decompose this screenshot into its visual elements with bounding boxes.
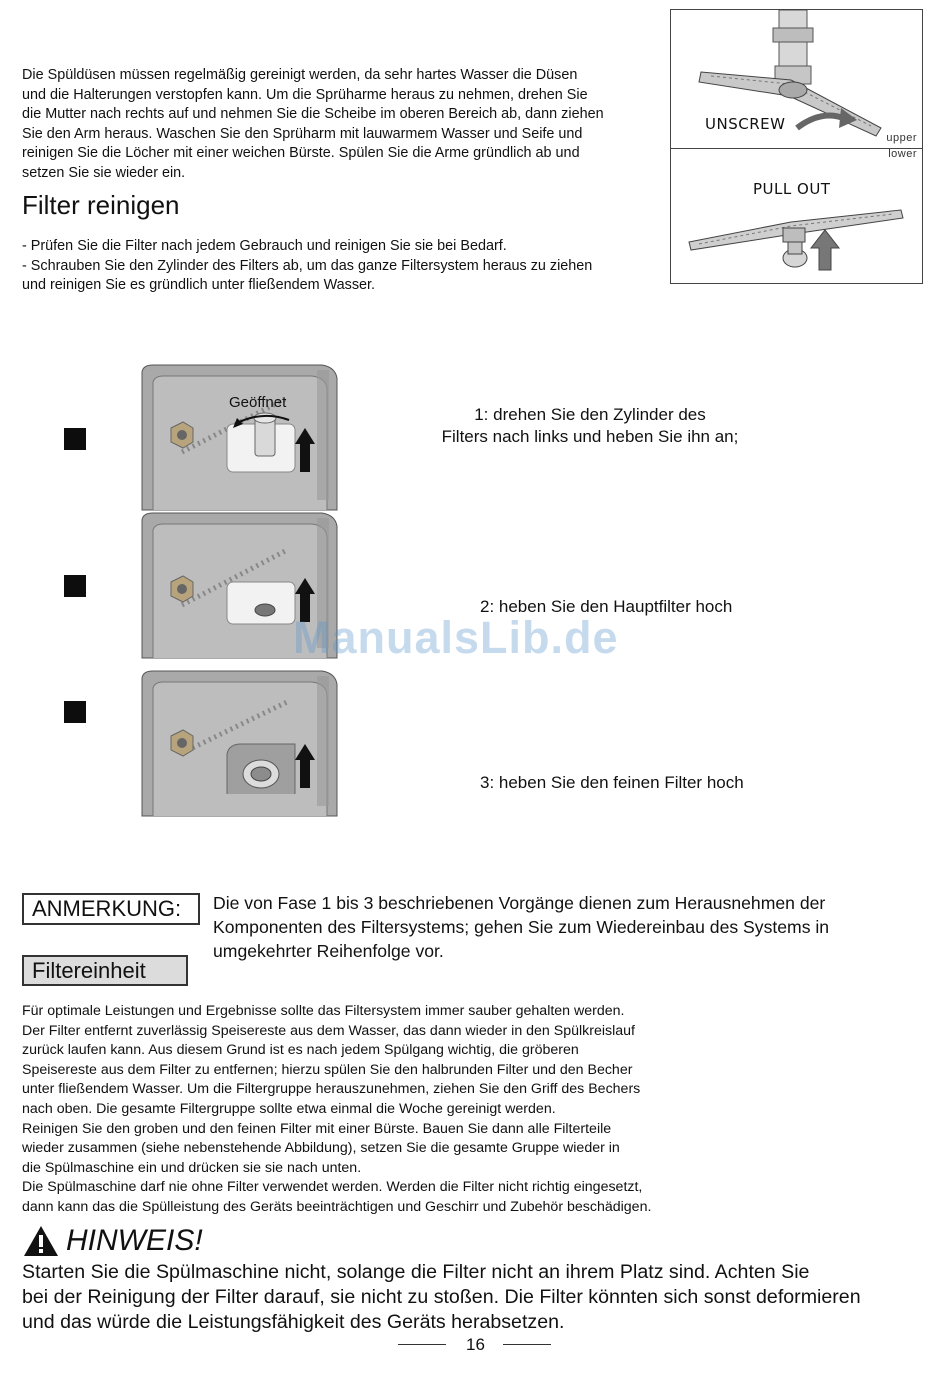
step-1-line: Filters nach links und heben Sie ihn an; — [441, 427, 739, 446]
step-1-line: 1: drehen Sie den Zylinder des — [474, 405, 706, 424]
step-1-marker — [64, 428, 86, 450]
step-3-text: 3: heben Sie den feinen Filter hoch — [480, 773, 744, 792]
page-number-rule-right — [503, 1344, 551, 1345]
upper-label: upper — [886, 132, 917, 144]
pull-out-label: PULL OUT — [753, 180, 831, 198]
step-3-marker — [64, 701, 86, 723]
hinweis-text — [22, 1260, 862, 1335]
body-line: Speisereste aus dem Filter zu entfernen; hierzu spülen Sie den halbrunden Filter und den Becher — [22, 1061, 633, 1078]
anmerkung-line: Komponenten des Filtersystems; gehen Sie zum Wiedereinbau des Systems in — [213, 917, 830, 937]
intro-line: Die Spüldüsen müssen regelmäßig gereinigt werden, da sehr hartes Wasser die Düsen — [22, 67, 578, 83]
filter-instruction-line: und reinigen Sie es gründlich unter fließendem Wasser. — [22, 277, 376, 294]
warning-icon — [22, 1224, 60, 1258]
page-number: 16 — [466, 1335, 485, 1354]
intro-line: reinigen Sie die Löcher mit einer weichen Bürste. Spülen Sie die Arme gründlich ab und — [22, 145, 580, 162]
filtereinheit-label: Filtereinheit — [22, 955, 188, 986]
geoffnet-label: Geöffnet — [229, 394, 287, 411]
body-line: nach oben. Die gesamte Filtergruppe sollte etwa einmal die Woche gereinigt werden. — [22, 1100, 556, 1117]
intro-paragraph — [22, 66, 662, 184]
intro-line: Sie den Arm heraus. Waschen Sie den Sprüharm mit lauwarmem Wasser und Seife und — [22, 125, 583, 142]
body-line: Der Filter entfernt zuverlässig Speisereste aus dem Wasser, das dann wieder in den Spülkreislauf — [22, 1022, 635, 1039]
body-line: Reinigen Sie den groben und den feinen Filter mit einer Bürste. Bauen Sie dann alle Filterteile — [22, 1120, 612, 1137]
filter-heading: Filter reinigen — [22, 190, 180, 220]
step-2-marker — [64, 575, 86, 597]
watermark: ManualsLib.de — [293, 612, 619, 663]
body-line: dann kann das die Spülleistung des Geräts beeinträchtigen und Geschirr und Zubehör beschädigen. — [22, 1198, 652, 1215]
hinweis-line: und das würde die Leistungsfähigkeit des Geräts herabsetzen. — [22, 1311, 565, 1333]
intro-line: und die Halterungen verstopfen kann. Um die Sprüharme heraus zu nehmen, drehen Sie — [22, 86, 588, 103]
anmerkung-label: ANMERKUNG: — [22, 893, 200, 925]
body-line: die Spülmaschine ein und drücken sie sie nach unten. — [22, 1159, 362, 1176]
intro-line: die Mutter nach rechts auf und nehmen Sie die Scheibe im oberen Bereich ab, dann ziehen — [22, 106, 604, 123]
filter-step-3-image — [137, 668, 342, 818]
filtereinheit-text — [22, 1002, 702, 1218]
body-line: unter fließendem Wasser. Um die Filtergruppe herauszunehmen, ziehen Sie den Griff des Bechers — [22, 1081, 641, 1098]
page-number-rule-left — [398, 1344, 446, 1345]
anmerkung-line: umgekehrter Reihenfolge vor. — [213, 941, 444, 961]
hinweis-line: Starten Sie die Spülmaschine nicht, solange die Filter nicht an ihrem Platz sind. Achten Sie — [22, 1261, 810, 1283]
intro-line: setzen Sie sie wieder ein. — [22, 164, 186, 181]
filter-step-1-image — [137, 362, 342, 512]
spray-arm-figure — [670, 9, 923, 284]
body-line: wieder zusammen (siehe nebenstehende Abbildung), setzen Sie die gesamte Gruppe wieder in — [22, 1140, 620, 1157]
filter-instruction-line: - Prüfen Sie die Filter nach jedem Gebrauch und reinigen Sie sie bei Bedarf. — [22, 238, 507, 254]
step-1-text — [420, 404, 760, 448]
spray-arm-illustration — [671, 10, 922, 283]
figure-divider — [671, 148, 922, 149]
body-line: Für optimale Leistungen und Ergebnisse sollte das Filtersystem immer sauber gehalten werden. — [22, 1003, 625, 1019]
body-line: zurück laufen kann. Aus diesem Grund ist es nach jedem Spülgang wichtig, die gröberen — [22, 1042, 579, 1059]
body-line: Die Spülmaschine darf nie ohne Filter verwendet werden. Werden die Filter nicht richtig eingesetzt, — [22, 1179, 643, 1196]
lower-label: lower — [888, 148, 917, 160]
filter-instructions — [22, 237, 662, 296]
filter-instruction-line: - Schrauben Sie den Zylinder des Filters ab, um das ganze Filtersystem heraus zu ziehen — [22, 257, 593, 274]
anmerkung-text — [213, 891, 873, 963]
hinweis-line: bei der Reinigung der Filter darauf, sie nicht zu stoßen. Die Filter könnten sich sonst deformieren — [22, 1286, 861, 1308]
anmerkung-line: Die von Fase 1 bis 3 beschriebenen Vorgänge dienen zum Herausnehmen der — [213, 893, 826, 913]
unscrew-label: UNSCREW — [705, 115, 786, 133]
hinweis-title: HINWEIS! — [66, 1224, 203, 1257]
step-2-text: 2: heben Sie den Hauptfilter hoch — [480, 597, 733, 616]
